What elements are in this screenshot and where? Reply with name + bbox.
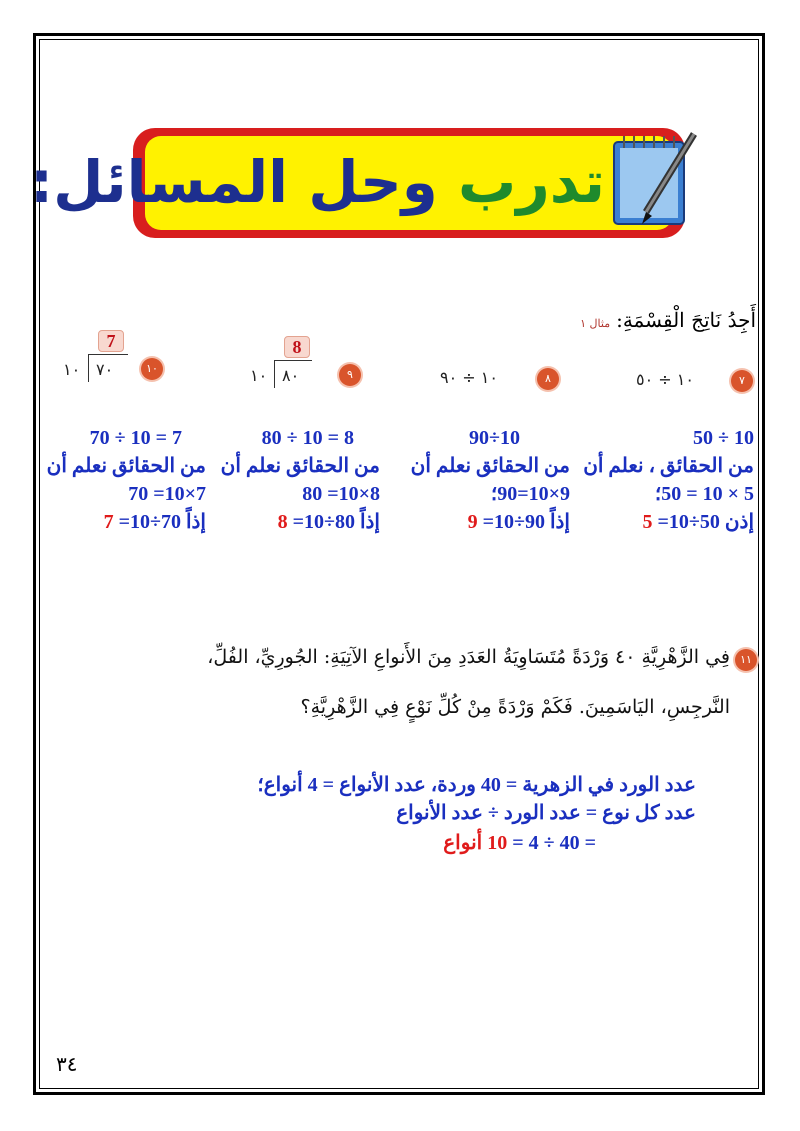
problem-number-badge: ١١ [735, 649, 757, 671]
title-part2: وحل المسائل: [29, 148, 438, 216]
solution-line: 7 = 10 ÷ 70 [89, 427, 182, 449]
answer-line [443, 830, 596, 855]
solution-line: 10 ÷ 50 [693, 427, 754, 449]
solution-line: 8 = 10 ÷ 80 [261, 427, 354, 449]
solution-block [583, 424, 754, 536]
division-bar [88, 354, 128, 355]
divisor: ١٠ [250, 366, 268, 385]
division-bar [274, 360, 312, 361]
solution-line: من الحقائق نعلم أن [410, 455, 570, 477]
answer-result: 10 أنواع [443, 832, 508, 854]
section-heading-text: أَجِدُ نَاتِجَ الْقِسْمَةِ: [616, 308, 756, 332]
problem-number-badge: ٧ [731, 370, 753, 392]
notepad-icon [604, 124, 704, 230]
solution-result: 7 [103, 511, 114, 533]
problem-expression: ١٠ ÷ ٩٠ [440, 368, 498, 387]
division-bracket [274, 360, 275, 388]
example-ref: مثال ١ [580, 317, 611, 330]
problem-number-badge: ١٠ [141, 358, 163, 380]
dividend: ٨٠ [282, 366, 300, 385]
word-problem-line: النَّرجِسِ، اليَاسَمِينَ. فَكَمْ وَرْدَةً مِنْ كُلِّ نَوْعٍ فِي الزَّهْرِيَّةِ؟ [300, 696, 730, 718]
problem-number-badge: ٩ [339, 364, 361, 386]
answer-box: 8 [284, 336, 310, 358]
solution-line: 8×10= 80 [302, 483, 380, 505]
answer-box: 7 [98, 330, 124, 352]
solution-line: من الحقائق نعلم أن [46, 455, 206, 477]
solution-line: 10÷90 [469, 427, 520, 449]
solution-line: 9×10=90؛ [490, 483, 570, 505]
solution-line: إذاً 90÷10= 9 [467, 511, 570, 533]
answer-line: عدد الورد في الزهرية = 40 وردة، عدد الأنواع = 4 أنواع؛ [257, 774, 696, 796]
problem-expression: ١٠ ÷ ٥٠ [636, 370, 694, 389]
answer-equation: = 40 ÷ 4 = [512, 832, 596, 854]
solution-line: 7×10= 70 [128, 483, 206, 505]
solution-result: 9 [467, 511, 478, 533]
solution-line: إذن 50÷10= 5 [642, 511, 754, 533]
problem-number-badge: ٨ [537, 368, 559, 390]
page-number: ٣٤ [56, 1052, 78, 1076]
solution-result: 5 [642, 511, 653, 533]
solution-line: إذاً 80÷10= 8 [277, 511, 380, 533]
title-part1: تدرب [458, 148, 605, 216]
solution-line: 5 × 10 = 50؛ [654, 483, 754, 505]
solution-line: إذاً 70÷10= 7 [103, 511, 206, 533]
solution-block [47, 424, 206, 536]
answer-line: عدد كل نوع = عدد الورد ÷ عدد الأنواع [396, 802, 696, 824]
division-bracket [88, 354, 89, 382]
page-title [29, 140, 605, 224]
solution-block [411, 424, 570, 536]
word-problem-line: فِي الزَّهْرِيَّةِ ٤٠ وَرْدَةً مُتَسَاوِيَةُ العَدَدِ مِنَ الأَنواعِ الآتِيَةِ: الجُورِيِّ، الفُلِّ، [207, 646, 730, 668]
solution-result: 8 [277, 511, 288, 533]
section-heading [580, 308, 756, 332]
solution-line: من الحقائق ، نعلم أن [583, 455, 754, 477]
dividend: ٧٠ [96, 360, 114, 379]
solution-block [221, 424, 380, 536]
solution-line: من الحقائق نعلم أن [220, 455, 380, 477]
divisor: ١٠ [63, 360, 81, 379]
